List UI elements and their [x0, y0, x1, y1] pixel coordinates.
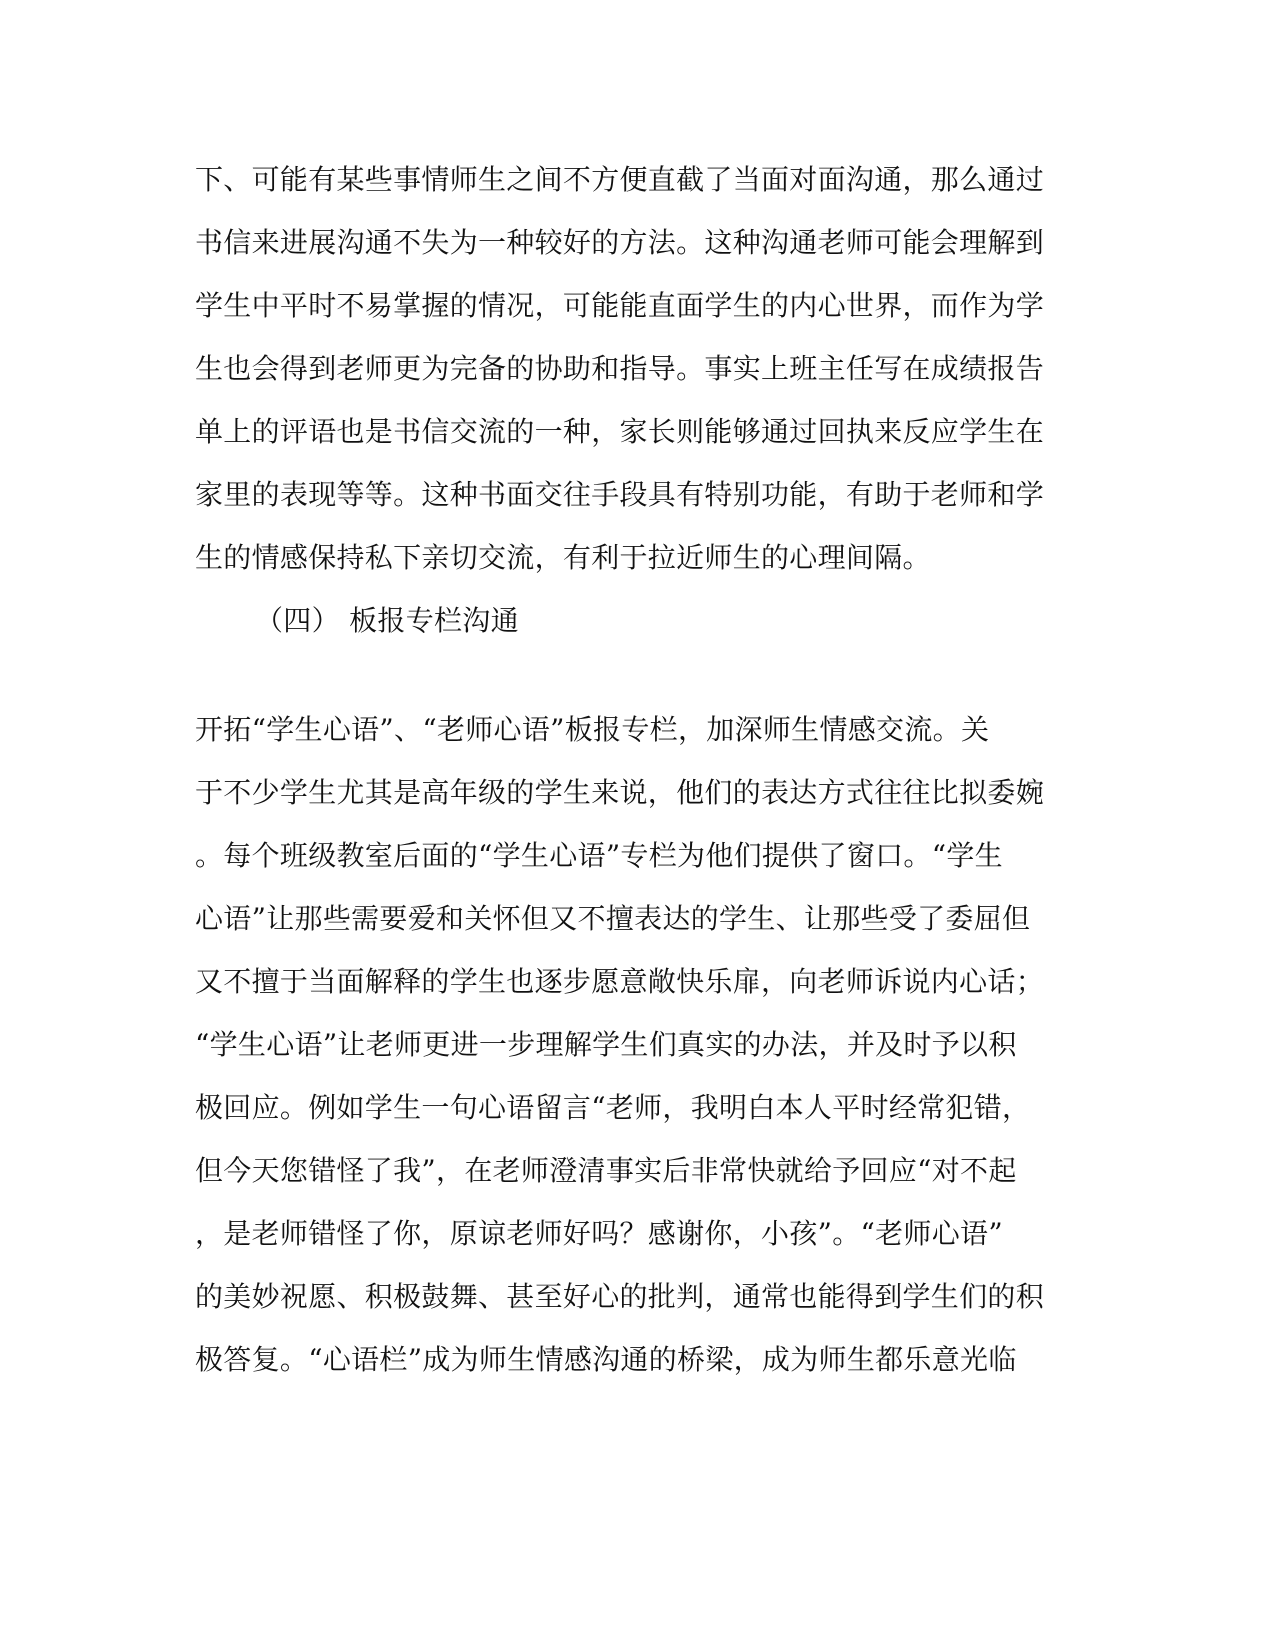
section-heading: （四） 板报专栏沟通: [255, 604, 519, 637]
paragraph-2-line: 又不擅于当面解释的学生也逐步愿意敞快乐扉，向老师诉说内心话；: [195, 965, 1045, 998]
paragraph-2-line: ，是老师错怪了你，原谅老师好吗？感谢你，小孩”。“老师心语”: [195, 1217, 1003, 1250]
paragraph-1-line: 书信来进展沟通不失为一种较好的方法。这种沟通老师可能会理解到: [195, 226, 1045, 259]
paragraph-2-line: 的美妙祝愿、积极鼓舞、甚至好心的批判，通常也能得到学生们的积: [195, 1280, 1045, 1313]
paragraph-1-line: 下、可能有某些事情师生之间不方便直截了当面对面沟通，那么通过: [195, 163, 1045, 196]
paragraph-2-line: 极回应。例如学生一句心语留言“老师，我明白本人平时经常犯错，: [195, 1091, 1031, 1124]
paragraph-2-line: “学生心语”让老师更进一步理解学生们真实的办法，并及时予以积: [195, 1028, 1017, 1061]
paragraph-2-line: 极答复。“心语栏”成为师生情感沟通的桥梁，成为师生都乐意光临: [195, 1343, 1017, 1376]
paragraph-2-line: 但今天您错怪了我”，在老师澄清事实后非常快就给予回应“对不起: [195, 1154, 1017, 1187]
paragraph-1-line: 生也会得到老师更为完备的协助和指导。事实上班主任写在成绩报告: [195, 352, 1045, 385]
paragraph-1-line: 家里的表现等等。这种书面交往手段具有特别功能，有助于老师和学: [195, 478, 1045, 511]
paragraph-2-line: 心语”让那些需要爱和关怀但又不擅表达的学生、让那些受了委屈但: [195, 902, 1031, 935]
paragraph-1-line: 学生中平时不易掌握的情况，可能能直面学生的内心世界，而作为学: [195, 289, 1045, 322]
paragraph-2-line: 。每个班级教室后面的“学生心语”专栏为他们提供了窗口。“学生: [195, 839, 1003, 872]
paragraph-1-line: 单上的评语也是书信交流的一种，家长则能够通过回执来反应学生在: [195, 415, 1045, 448]
paragraph-2-line: 开拓“学生心语”、“老师心语”板报专栏，加深师生情感交流。关: [195, 713, 990, 746]
paragraph-1-line: 生的情感保持私下亲切交流，有利于拉近师生的心理间隔。: [195, 541, 931, 574]
paragraph-2-line: 于不少学生尤其是高年级的学生来说，他们的表达方式往往比拟委婉: [195, 776, 1045, 809]
